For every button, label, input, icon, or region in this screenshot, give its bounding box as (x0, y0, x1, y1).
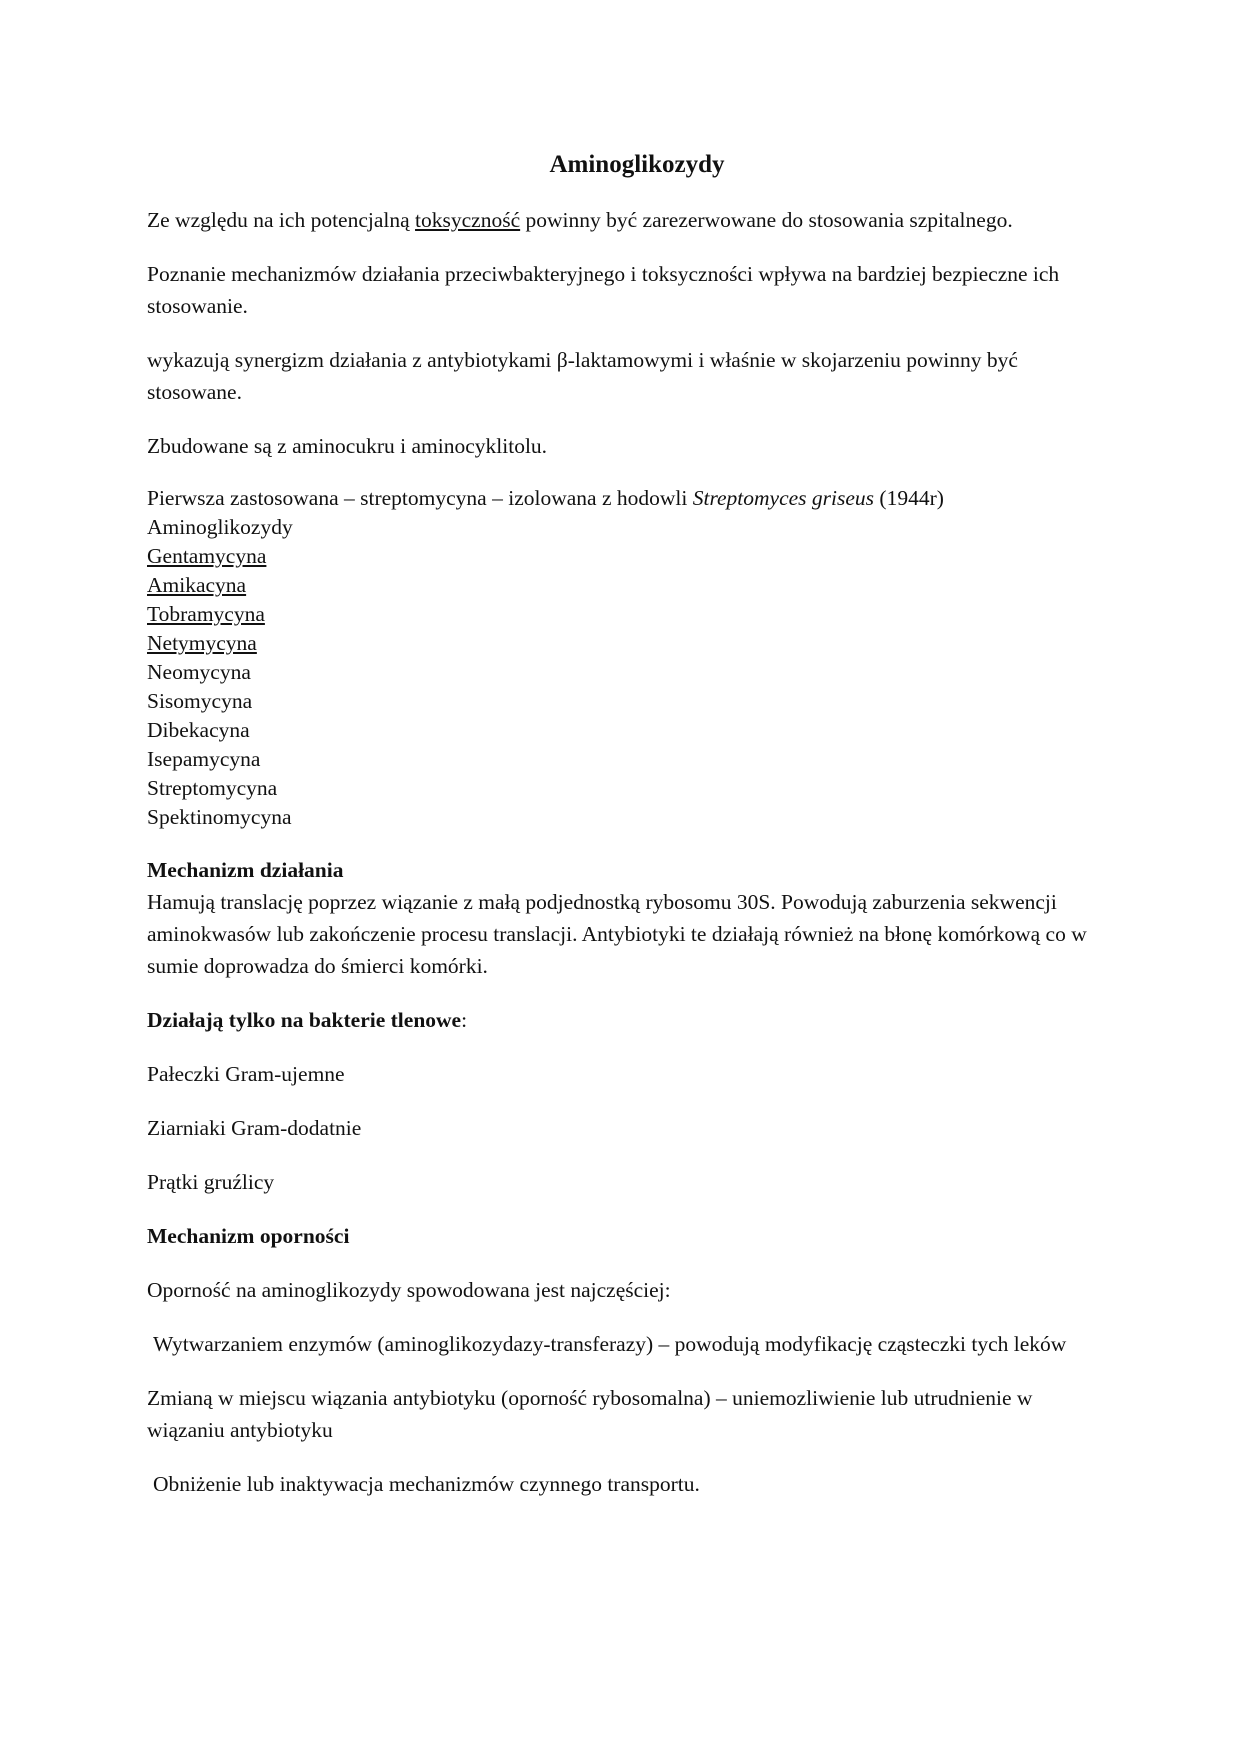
paragraph-text: powinny być zarezerwowane do stosowania szpitalnego. (520, 208, 1013, 232)
history-year: (1944r) (874, 486, 944, 510)
mechanism-text: Hamują translację poprzez wiązanie z małą podjednostką rybosomu 30S. Powodują zaburzenia sekwencji aminokwasów lub zakończenie procesu translacji. Antybiotyki te działają również na błonę komórkową co w sumie doprowadza do śmierci komórki. (147, 890, 1087, 978)
drug-item: Dibekacyna (147, 718, 250, 742)
resistance-item: Wytwarzaniem enzymów (aminoglikozydazy-transferazy) – powodują modyfikację cząsteczki tych leków (153, 1332, 1067, 1356)
drug-item: Neomycyna (147, 660, 251, 684)
resistance-heading: Mechanizm oporności (147, 1224, 350, 1248)
toxicity-link[interactable]: toksyczność (415, 208, 521, 232)
drug-item: Streptomycyna (147, 776, 278, 800)
aerobic-item: Ziarniaki Gram-dodatnie (147, 1116, 362, 1140)
drug-link-gentamycyna[interactable]: Gentamycyna (147, 544, 267, 568)
paragraph-structure: Zbudowane są z aminocukru i aminocyklitolu. (147, 434, 548, 458)
document-page (147, 148, 1107, 1522)
paragraph-toxicity (147, 204, 1107, 236)
drug-item: Isepamycyna (147, 747, 261, 771)
paragraph-mechanisms-knowledge: Poznanie mechanizmów działania przeciwbakteryjnego i toksyczności wpływa na bardziej bezpieczne ich stosowanie. (147, 262, 1060, 318)
drug-link-tobramycyna[interactable]: Tobramycyna (147, 602, 265, 626)
drug-link-netymycyna[interactable]: Netymycyna (147, 631, 257, 655)
aerobic-heading-colon: : (461, 1008, 468, 1032)
resistance-item: Zmianą w miejscu wiązania antybiotyku (oporność rybosomalna) – uniemozliwienie lub utrudnienie w wiązaniu antybiotyku (147, 1386, 1033, 1442)
resistance-intro: Oporność na aminoglikozydy spowodowana jest najczęściej: (147, 1278, 671, 1302)
history-text: Pierwsza zastosowana – streptomycyna – izolowana z hodowli (147, 486, 693, 510)
document-title: Aminoglikozydy (549, 151, 725, 178)
drug-list (147, 484, 1107, 832)
aerobic-heading-text: Działają tylko na bakterie tlenowe (147, 1008, 462, 1032)
mechanism-heading: Mechanizm działania (147, 858, 344, 882)
drug-list-heading: Aminoglikozydy (147, 515, 293, 539)
aerobic-item: Pałeczki Gram-ujemne (147, 1062, 345, 1086)
drug-item: Sisomycyna (147, 689, 253, 713)
resistance-item: Obniżenie lub inaktywacja mechanizmów czynnego transportu. (153, 1472, 700, 1496)
aerobic-heading (147, 1004, 1107, 1036)
drug-item: Spektinomycyna (147, 805, 292, 829)
paragraph-synergy: wykazują synergizm działania z antybiotykami β-laktamowymi i właśnie w skojarzeniu powinny być stosowane. (147, 348, 1018, 404)
drug-link-amikacyna[interactable]: Amikacyna (147, 573, 247, 597)
organism-name: Streptomyces griseus (692, 486, 875, 510)
paragraph-text: Ze względu na ich potencjalną (147, 208, 416, 232)
aerobic-item: Prątki gruźlicy (147, 1170, 275, 1194)
history-line (147, 484, 1107, 513)
